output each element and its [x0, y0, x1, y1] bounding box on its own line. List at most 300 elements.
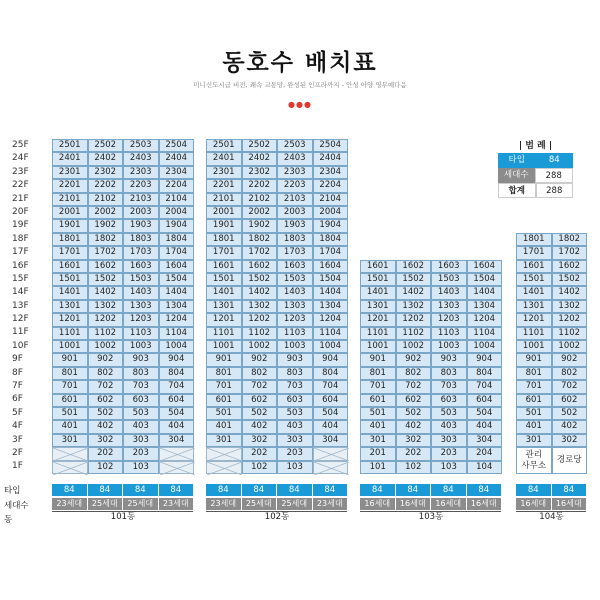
unit-cell: 1901 [206, 219, 242, 232]
unit-cell: 2103 [123, 193, 159, 206]
unit-cell: 802 [242, 367, 278, 380]
unit-cell: 903 [277, 353, 313, 366]
unit-cell: 1302 [552, 300, 588, 313]
unit-cell: 1401 [360, 286, 396, 299]
households-cell: 23세대 [206, 498, 241, 510]
type-cell: 84 [159, 484, 194, 496]
type-cell: 84 [516, 484, 551, 496]
type-cell: 84 [431, 484, 466, 496]
unit-cell: 1701 [52, 246, 88, 259]
unit-cell: 901 [360, 353, 396, 366]
type-cell: 84 [360, 484, 395, 496]
unit-cell: 1504 [313, 273, 349, 286]
page-subtitle: 미니신도시급 비전, 쾌속 교통망, 완성된 인프라까지 - 안성 아양 영무예다음 [193, 81, 407, 89]
unit-cell: 701 [52, 380, 88, 393]
unit-cell: 301 [206, 434, 242, 447]
unit-cell: 1101 [516, 327, 552, 340]
unit-cell: 1202 [242, 313, 278, 326]
unit-cell: 702 [396, 380, 432, 393]
unit-cell: 2002 [88, 206, 124, 219]
households-cell: 16세대 [552, 498, 587, 510]
unit-cell: 502 [552, 407, 588, 420]
unit-cell: 901 [206, 353, 242, 366]
floor-label: 18F [12, 233, 29, 244]
floor-label: 21F [12, 193, 29, 204]
unit-cell: 603 [123, 394, 159, 407]
unit-cell: 403 [431, 420, 467, 433]
households-cell: 23세대 [159, 498, 194, 510]
unit-cell: 2101 [206, 193, 242, 206]
empty-unit-cell [52, 461, 88, 474]
unit-cell: 1503 [431, 273, 467, 286]
unit-cell: 903 [431, 353, 467, 366]
empty-unit-cell [313, 461, 349, 474]
unit-cell: 1701 [206, 246, 242, 259]
unit-cell: 1004 [313, 340, 349, 353]
facility-cell: 관리 사무소 [516, 447, 552, 474]
unit-cell: 2102 [242, 193, 278, 206]
unit-cell: 2103 [277, 193, 313, 206]
unit-cell: 502 [396, 407, 432, 420]
unit-cell: 1003 [431, 340, 467, 353]
unit-cell: 504 [159, 407, 195, 420]
unit-cell: 1903 [123, 219, 159, 232]
type-row-label: 타입 [4, 486, 21, 496]
unit-cell: 1601 [52, 260, 88, 273]
unit-cell: 1704 [159, 246, 195, 259]
floor-label: 10F [12, 340, 29, 351]
unit-cell: 901 [52, 353, 88, 366]
unit-cell: 902 [242, 353, 278, 366]
unit-cell: 303 [277, 434, 313, 447]
households-cell: 23세대 [52, 498, 87, 510]
unit-cell: 1402 [396, 286, 432, 299]
unit-cell: 503 [277, 407, 313, 420]
unit-cell: 803 [277, 367, 313, 380]
unit-cell: 2301 [52, 166, 88, 179]
unit-cell: 2201 [52, 179, 88, 192]
unit-cell: 1404 [159, 286, 195, 299]
unit-cell: 603 [277, 394, 313, 407]
floor-label: 9F [12, 354, 23, 365]
unit-cell: 1602 [242, 260, 278, 273]
building-name: 103동 [418, 512, 444, 522]
unit-cell: 2202 [88, 179, 124, 192]
unit-cell: 1303 [277, 300, 313, 313]
unit-cell: 1803 [123, 233, 159, 246]
unit-cell: 404 [467, 420, 503, 433]
type-cell: 84 [88, 484, 123, 496]
floor-label: 22F [12, 180, 29, 191]
unit-cell: 202 [88, 447, 124, 460]
unit-cell: 1501 [206, 273, 242, 286]
type-cell: 84 [467, 484, 502, 496]
type-cell: 84 [52, 484, 87, 496]
unit-cell: 1201 [516, 313, 552, 326]
unit-cell: 404 [313, 420, 349, 433]
legend [498, 139, 573, 198]
households-cell: 25세대 [277, 498, 312, 510]
unit-cell: 801 [52, 367, 88, 380]
unit-cell: 1304 [467, 300, 503, 313]
unit-cell: 1001 [516, 340, 552, 353]
unit-cell: 501 [52, 407, 88, 420]
unit-cell: 1704 [313, 246, 349, 259]
unit-cell: 302 [88, 434, 124, 447]
unit-cell: 1103 [277, 327, 313, 340]
unit-cell: 1204 [313, 313, 349, 326]
unit-cell: 402 [396, 420, 432, 433]
unit-cell: 901 [516, 353, 552, 366]
unit-cell: 1102 [242, 327, 278, 340]
unit-cell: 104 [467, 461, 503, 474]
unit-cell: 2504 [159, 139, 195, 152]
unit-cell: 602 [88, 394, 124, 407]
unit-cell: 1203 [431, 313, 467, 326]
unit-cell: 601 [360, 394, 396, 407]
unit-cell: 1302 [242, 300, 278, 313]
type-cell: 84 [552, 484, 587, 496]
unit-cell: 2302 [88, 166, 124, 179]
unit-cell: 802 [396, 367, 432, 380]
unit-cell: 1804 [159, 233, 195, 246]
unit-cell: 602 [242, 394, 278, 407]
unit-cell: 102 [396, 461, 432, 474]
unit-cell: 1903 [277, 219, 313, 232]
legend-key: 세대수 [498, 168, 535, 183]
decorative-dots: ●●● [288, 100, 312, 109]
unit-cell: 1604 [313, 260, 349, 273]
legend-key: 타입 [498, 153, 536, 168]
unit-cell: 203 [123, 447, 159, 460]
unit-cell: 1404 [467, 286, 503, 299]
households-row-label: 세대수 [4, 501, 29, 511]
unit-cell: 303 [431, 434, 467, 447]
unit-cell: 904 [159, 353, 195, 366]
unit-cell: 1703 [277, 246, 313, 259]
floor-label: 13F [12, 300, 29, 311]
unit-cell: 1303 [123, 300, 159, 313]
unit-cell: 401 [516, 420, 552, 433]
unit-cell: 304 [159, 434, 195, 447]
unit-cell: 704 [313, 380, 349, 393]
unit-cell: 1802 [242, 233, 278, 246]
unit-cell: 803 [431, 367, 467, 380]
unit-cell: 2304 [159, 166, 195, 179]
unit-cell: 902 [552, 353, 588, 366]
households-cell: 23세대 [313, 498, 348, 510]
unit-cell: 401 [52, 420, 88, 433]
unit-cell: 1304 [313, 300, 349, 313]
type-cell: 84 [313, 484, 348, 496]
unit-cell: 602 [552, 394, 588, 407]
floor-label: 1F [12, 461, 23, 472]
unit-cell: 1702 [552, 246, 588, 259]
unit-cell: 902 [396, 353, 432, 366]
type-cell: 84 [242, 484, 277, 496]
unit-cell: 2101 [52, 193, 88, 206]
floor-label: 3F [12, 434, 23, 445]
unit-cell: 401 [360, 420, 396, 433]
unit-cell: 301 [52, 434, 88, 447]
unit-cell: 603 [431, 394, 467, 407]
unit-cell: 1602 [88, 260, 124, 273]
unit-cell: 1802 [88, 233, 124, 246]
unit-cell: 1403 [431, 286, 467, 299]
unit-cell: 1803 [277, 233, 313, 246]
legend-row-type [498, 153, 573, 168]
unit-cell: 1501 [516, 273, 552, 286]
unit-cell: 1801 [206, 233, 242, 246]
unit-cell: 1502 [396, 273, 432, 286]
unit-cell: 1202 [88, 313, 124, 326]
unit-cell: 1501 [360, 273, 396, 286]
unit-cell: 1004 [467, 340, 503, 353]
building-name: 104동 [539, 512, 564, 522]
unit-cell: 903 [123, 353, 159, 366]
unit-cell: 2003 [123, 206, 159, 219]
unit-cell: 303 [123, 434, 159, 447]
unit-cell: 204 [467, 447, 503, 460]
floor-label: 8F [12, 367, 23, 378]
unit-cell: 1301 [52, 300, 88, 313]
unit-cell: 1502 [552, 273, 588, 286]
unit-cell: 103 [123, 461, 159, 474]
floor-label: 5F [12, 407, 23, 418]
unit-cell: 1604 [159, 260, 195, 273]
legend-row-total [498, 183, 573, 198]
unit-cell: 302 [396, 434, 432, 447]
unit-cell: 2302 [242, 166, 278, 179]
unit-cell: 1503 [123, 273, 159, 286]
unit-cell: 1201 [360, 313, 396, 326]
unit-cell: 1104 [467, 327, 503, 340]
legend-row-households [498, 168, 573, 183]
unit-cell: 701 [360, 380, 396, 393]
unit-cell: 2402 [88, 152, 124, 165]
unit-cell: 1504 [159, 273, 195, 286]
unit-cell: 803 [123, 367, 159, 380]
unit-cell: 1002 [396, 340, 432, 353]
unit-cell: 1103 [123, 327, 159, 340]
building-name: 101동 [110, 512, 136, 522]
unit-cell: 202 [396, 447, 432, 460]
empty-unit-cell [159, 447, 195, 460]
unit-cell: 1703 [123, 246, 159, 259]
unit-cell: 203 [431, 447, 467, 460]
unit-cell: 502 [242, 407, 278, 420]
empty-unit-cell [159, 461, 195, 474]
empty-unit-cell [206, 447, 242, 460]
floor-label: 24F [12, 153, 29, 164]
unit-cell: 502 [88, 407, 124, 420]
unit-cell: 1001 [52, 340, 88, 353]
unit-cell: 702 [242, 380, 278, 393]
unit-cell: 1601 [360, 260, 396, 273]
unit-cell: 604 [467, 394, 503, 407]
unit-cell: 1801 [516, 233, 552, 246]
unit-cell: 2504 [313, 139, 349, 152]
legend-value: 84 [536, 153, 574, 168]
floor-label: 15F [12, 273, 29, 284]
households-cell: 16세대 [467, 498, 502, 510]
unit-cell: 1102 [552, 327, 588, 340]
unit-cell: 1804 [313, 233, 349, 246]
unit-cell: 804 [159, 367, 195, 380]
unit-cell: 1303 [431, 300, 467, 313]
floor-label: 6F [12, 394, 23, 405]
floor-label: 11F [12, 327, 29, 338]
unit-cell: 2403 [123, 152, 159, 165]
unit-cell: 602 [396, 394, 432, 407]
unit-cell: 604 [313, 394, 349, 407]
unit-cell: 301 [360, 434, 396, 447]
unit-cell: 2001 [52, 206, 88, 219]
floor-label: 2F [12, 447, 23, 458]
unit-cell: 2501 [206, 139, 242, 152]
empty-unit-cell [52, 447, 88, 460]
unit-cell: 1102 [88, 327, 124, 340]
unit-cell: 1202 [552, 313, 588, 326]
unit-cell: 904 [313, 353, 349, 366]
unit-cell: 1603 [431, 260, 467, 273]
type-cell: 84 [123, 484, 158, 496]
households-cell: 16세대 [360, 498, 395, 510]
households-cell: 16세대 [431, 498, 466, 510]
unit-cell: 402 [88, 420, 124, 433]
floor-label: 16F [12, 260, 29, 271]
unit-cell: 1101 [360, 327, 396, 340]
unit-cell: 501 [516, 407, 552, 420]
unit-cell: 1301 [206, 300, 242, 313]
unit-cell: 702 [552, 380, 588, 393]
unit-cell: 504 [313, 407, 349, 420]
unit-cell: 2401 [52, 152, 88, 165]
unit-cell: 1902 [88, 219, 124, 232]
unit-cell: 1302 [396, 300, 432, 313]
unit-cell: 902 [88, 353, 124, 366]
unit-cell: 103 [431, 461, 467, 474]
unit-cell: 1604 [467, 260, 503, 273]
unit-cell: 1104 [159, 327, 195, 340]
unit-cell: 1101 [52, 327, 88, 340]
unit-cell: 1002 [552, 340, 588, 353]
unit-cell: 1603 [277, 260, 313, 273]
unit-cell: 1601 [206, 260, 242, 273]
households-cell: 25세대 [242, 498, 277, 510]
unit-cell: 2201 [206, 179, 242, 192]
unit-cell: 704 [159, 380, 195, 393]
unit-cell: 601 [52, 394, 88, 407]
type-cell: 84 [277, 484, 312, 496]
unit-cell: 2102 [88, 193, 124, 206]
unit-cell: 804 [313, 367, 349, 380]
unit-cell: 1402 [552, 286, 588, 299]
unit-cell: 704 [467, 380, 503, 393]
unit-cell: 2004 [159, 206, 195, 219]
households-cell: 16세대 [516, 498, 551, 510]
unit-cell: 1203 [277, 313, 313, 326]
building-row-label: 동 [4, 515, 13, 525]
unit-cell: 1702 [88, 246, 124, 259]
unit-cell: 1001 [360, 340, 396, 353]
unit-cell: 2502 [88, 139, 124, 152]
unit-cell: 1404 [313, 286, 349, 299]
unit-cell: 501 [360, 407, 396, 420]
unit-cell: 1602 [396, 260, 432, 273]
unit-cell: 1003 [277, 340, 313, 353]
unit-cell: 2203 [123, 179, 159, 192]
unit-cell: 703 [431, 380, 467, 393]
floor-label: 14F [12, 287, 29, 298]
legend-value: 288 [536, 183, 574, 198]
unit-cell: 802 [552, 367, 588, 380]
unit-cell: 701 [516, 380, 552, 393]
unit-cell: 802 [88, 367, 124, 380]
unit-cell: 1401 [206, 286, 242, 299]
unit-cell: 1203 [123, 313, 159, 326]
unit-cell: 2503 [277, 139, 313, 152]
unit-cell: 2404 [313, 152, 349, 165]
legend-value: 288 [535, 168, 574, 183]
unit-cell: 2304 [313, 166, 349, 179]
unit-cell: 2303 [123, 166, 159, 179]
unit-cell: 402 [242, 420, 278, 433]
legend-title: | 범 례 | [518, 141, 553, 151]
unit-cell: 1204 [467, 313, 503, 326]
unit-cell: 801 [516, 367, 552, 380]
unit-cell: 2502 [242, 139, 278, 152]
unit-cell: 404 [159, 420, 195, 433]
unit-cell: 1102 [396, 327, 432, 340]
unit-cell: 101 [360, 461, 396, 474]
unit-cell: 1802 [552, 233, 588, 246]
floor-labels [8, 139, 40, 474]
unit-cell: 1103 [431, 327, 467, 340]
unit-cell: 103 [277, 461, 313, 474]
unit-cell: 1603 [123, 260, 159, 273]
unit-cell: 2004 [313, 206, 349, 219]
unit-cell: 1403 [277, 286, 313, 299]
unit-cell: 1402 [242, 286, 278, 299]
unit-cell: 2402 [242, 152, 278, 165]
unit-cell: 302 [552, 434, 588, 447]
unit-cell: 2104 [313, 193, 349, 206]
unit-cell: 304 [313, 434, 349, 447]
unit-cell: 601 [206, 394, 242, 407]
unit-cell: 701 [206, 380, 242, 393]
unit-cell: 801 [206, 367, 242, 380]
unit-cell: 503 [123, 407, 159, 420]
unit-cell: 302 [242, 434, 278, 447]
unit-cell: 1901 [52, 219, 88, 232]
floor-label: 25F [12, 140, 29, 150]
empty-unit-cell [313, 447, 349, 460]
unit-cell: 1602 [552, 260, 588, 273]
unit-cell: 2204 [159, 179, 195, 192]
unit-cell: 1504 [467, 273, 503, 286]
unit-cell: 1501 [52, 273, 88, 286]
floor-label: 20F [12, 206, 29, 217]
unit-cell: 1201 [206, 313, 242, 326]
unit-cell: 1302 [88, 300, 124, 313]
unit-cell: 1002 [88, 340, 124, 353]
unit-cell: 2503 [123, 139, 159, 152]
unit-cell: 1104 [313, 327, 349, 340]
unit-cell: 2104 [159, 193, 195, 206]
floor-label: 23F [12, 166, 29, 177]
unit-cell: 1904 [159, 219, 195, 232]
